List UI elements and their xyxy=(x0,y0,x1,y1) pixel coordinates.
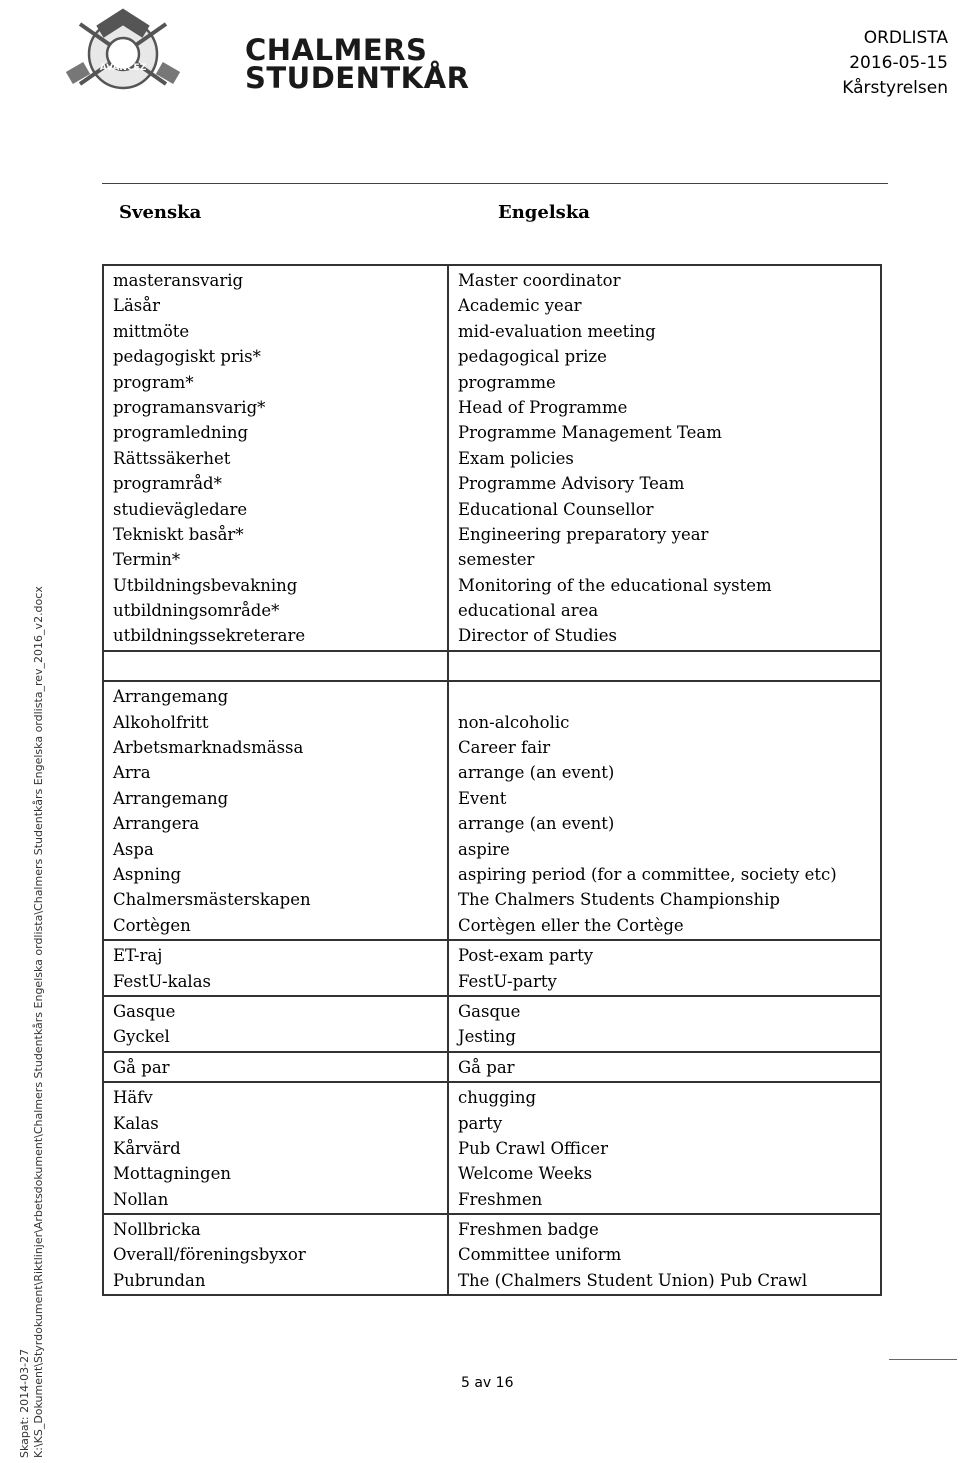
english-term: FestU-party xyxy=(458,971,557,991)
english-term: Committee uniform xyxy=(458,1245,622,1265)
english-term: pedagogical prize xyxy=(458,347,607,367)
glossary-block xyxy=(103,940,881,996)
swedish-term: programledning xyxy=(113,423,249,443)
english-term: aspiring period (for a committee, society etc) xyxy=(458,864,837,884)
english-cell xyxy=(448,1052,881,1082)
english-term: Gasque xyxy=(458,1001,521,1021)
swedish-term: mittmöte xyxy=(113,321,190,341)
english-term: educational area xyxy=(458,601,599,621)
swedish-term: Gå par xyxy=(113,1057,170,1077)
english-term: Event xyxy=(458,788,507,808)
swedish-term: Chalmersmästerskapen xyxy=(113,890,311,910)
swedish-term: Arrangemang xyxy=(113,788,229,808)
glossary-block xyxy=(103,1082,881,1214)
swedish-term: Nollan xyxy=(113,1189,169,1209)
english-cell xyxy=(448,1214,881,1295)
glossary-block xyxy=(103,996,881,1052)
footer-rule xyxy=(889,1359,957,1360)
swedish-cell xyxy=(103,681,448,940)
logo-wordmark xyxy=(245,33,470,95)
swedish-term: FestU-kalas xyxy=(113,971,212,991)
swedish-term: Tekniskt basår* xyxy=(113,524,244,544)
swedish-cell xyxy=(103,1214,448,1295)
english-term: Career fair xyxy=(458,738,551,758)
swedish-term: studievägledare xyxy=(113,499,248,519)
spacer-row xyxy=(103,651,881,681)
glossary-block xyxy=(103,265,881,651)
swedish-term: Termin* xyxy=(113,550,181,570)
english-cell xyxy=(448,1082,881,1214)
column-header-swedish: Svenska xyxy=(119,202,202,223)
doc-date: 2016-05-15 xyxy=(849,53,948,73)
column-header-english: Engelska xyxy=(498,202,590,223)
swedish-term: Rättssäkerhet xyxy=(113,448,231,468)
glossary-block xyxy=(103,681,881,940)
doc-author: Kårstyrelsen xyxy=(842,78,948,98)
file-path: K:\KS_Dokument\Styrdokument\Riktlinjer\Arbetsdokument\Chalmers Studentkårs Engelska ordlista\Chalmers Studentkårs Engelska ordlista_rev_2016_v2.docx xyxy=(32,586,45,1458)
swedish-term: Kårvärd xyxy=(113,1138,181,1158)
english-term: Educational Counsellor xyxy=(458,499,654,519)
swedish-cell xyxy=(103,940,448,996)
swedish-term: ET-raj xyxy=(113,946,163,966)
swedish-term: programansvarig* xyxy=(113,397,266,417)
logo-line-1: CHALMERS xyxy=(245,33,428,67)
english-term: The (Chalmers Student Union) Pub Crawl xyxy=(458,1270,808,1290)
english-term: Master coordinator xyxy=(458,271,621,290)
swedish-term: utbildningssekreterare xyxy=(113,626,306,646)
swedish-term: Aspning xyxy=(113,864,182,884)
swedish-term: Mottagningen xyxy=(113,1164,231,1184)
swedish-term: Alkoholfritt xyxy=(113,712,209,732)
chalmers-seal-icon xyxy=(58,6,188,98)
swedish-term: Arbetsmarknadsmässa xyxy=(113,738,304,758)
page-number: 5 av 16 xyxy=(461,1375,514,1391)
english-term: Freshmen xyxy=(458,1189,543,1209)
english-term: Pub Crawl Officer xyxy=(458,1138,608,1158)
english-term: The Chalmers Students Championship xyxy=(458,890,780,910)
swedish-term: utbildningsområde* xyxy=(113,601,280,621)
chalmers-studentkar-logo xyxy=(58,6,470,96)
swedish-cell xyxy=(103,1052,448,1082)
doc-type: ORDLISTA xyxy=(863,28,948,48)
english-term: Cortègen eller the Cortège xyxy=(458,915,684,935)
english-term: party xyxy=(458,1113,503,1133)
english-term: Head of Programme xyxy=(458,397,628,417)
english-term: Academic year xyxy=(458,296,582,316)
english-term: Exam policies xyxy=(458,448,574,468)
english-term: Freshmen badge xyxy=(458,1220,599,1240)
english-term: Programme Advisory Team xyxy=(458,474,685,494)
glossary-block xyxy=(103,1214,881,1295)
english-term: Gå par xyxy=(458,1057,515,1077)
english-term: Programme Management Team xyxy=(458,423,722,443)
english-term: Engineering preparatory year xyxy=(458,524,709,544)
svg-text:AVANCEZ: AVANCEZ xyxy=(99,63,147,73)
swedish-term: Aspa xyxy=(113,839,154,859)
swedish-term: Nollbricka xyxy=(113,1220,201,1240)
english-term: Director of Studies xyxy=(458,626,618,646)
english-cell xyxy=(448,681,881,940)
swedish-term: program* xyxy=(113,372,194,392)
english-term: chugging xyxy=(458,1088,537,1108)
english-term: non-alcoholic xyxy=(458,712,570,732)
logo-line-2: STUDENTKÅR xyxy=(245,61,470,95)
header-rule xyxy=(102,183,888,184)
english-term: Post-exam party xyxy=(458,946,594,966)
english-cell xyxy=(448,940,881,996)
swedish-term: Häfv xyxy=(113,1088,153,1108)
created-date: Skapat: 2014-03-27 xyxy=(18,1348,31,1458)
document-meta xyxy=(842,26,948,101)
english-term: Monitoring of the educational system xyxy=(458,575,772,595)
glossary-block xyxy=(103,1052,881,1082)
english-term: Jesting xyxy=(458,1027,516,1047)
english-term: mid-evaluation meeting xyxy=(458,321,656,341)
swedish-term: Overall/föreningsbyxor xyxy=(113,1245,306,1265)
swedish-term: Gasque xyxy=(113,1001,176,1021)
swedish-term: Läsår xyxy=(113,296,160,316)
english-term: arrange (an event) xyxy=(458,814,615,834)
swedish-term: Gyckel xyxy=(113,1027,170,1047)
swedish-term: programråd* xyxy=(113,474,222,494)
swedish-term: Arrangemang xyxy=(113,687,229,707)
swedish-term: Cortègen xyxy=(113,915,191,935)
swedish-term: Arrangera xyxy=(113,814,200,834)
swedish-term: Kalas xyxy=(113,1113,159,1133)
english-term: aspire xyxy=(458,839,510,859)
swedish-term: Arra xyxy=(113,763,151,783)
glossary-table xyxy=(102,264,882,1296)
swedish-term: Utbildningsbevakning xyxy=(113,575,298,595)
english-term xyxy=(458,684,874,709)
english-term: programme xyxy=(458,372,556,392)
swedish-term: masteransvarig xyxy=(113,271,244,290)
swedish-term: pedagogiskt pris* xyxy=(113,347,261,367)
english-term: Welcome Weeks xyxy=(458,1164,593,1184)
english-cell xyxy=(448,265,881,651)
english-cell xyxy=(448,996,881,1052)
swedish-cell xyxy=(103,1082,448,1214)
swedish-term: Pubrundan xyxy=(113,1270,206,1290)
swedish-cell xyxy=(103,265,448,651)
file-path-sidebar xyxy=(18,586,46,1458)
english-term: arrange (an event) xyxy=(458,763,615,783)
swedish-cell xyxy=(103,996,448,1052)
english-term: semester xyxy=(458,550,535,570)
